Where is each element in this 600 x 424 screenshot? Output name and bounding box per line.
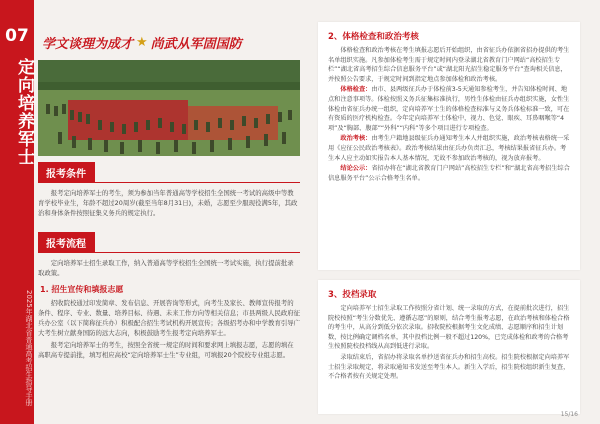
physical-text: 由市、县两级征兵办于体检前3-5天通知参检考生，并告知体检时间、地点和注意事项等。体检按照义务兵征集标准执行，男性生体检由征兵办组织实施，女性生体检由省征兵办统一组织，定向培养军士生的体格检查标准与义务兵体检标准一致，可在有资质的医疗机构检查。今年定向培养军士体检中，视力、色觉、眼疾、耳鼻咽喉等“4项”及“胸部、腹部”“外科”“内科”等多个项目进行专项检查。 — [328, 86, 570, 132]
political-text: 由考生户籍地县级征兵办通知考生本人并组织实施，政治考核表格统一采用《应征公民政治考核表》。政治考核结果由征兵办负责汇总，考核结果报省征兵办。考生本人应主动如实报告本人基本情况，无故不参加政治考核的，视为放弃报考。 — [328, 135, 570, 162]
slogan-banner — [42, 28, 292, 56]
subsection-paragraph-1: 招收院校通过印发简章、发布信息、开展咨询等形式，向考生及家长、教师宣传报考的条件、程序、专业、数量、培养目标、待遇、未来工作方向等相关信息；市县两级人民政府征兵办公室（以下简称征兵办）积极配合招生考试机构开展宣传；各级招考办和中学教育引导广大考生树立献身国防的远大志向，积极鼓励考生报考定向培养军士。 — [38, 299, 301, 337]
cadets-photo-illustration — [38, 60, 300, 156]
physical-label: 体格检查： — [340, 86, 372, 94]
star-icon: ★ — [136, 34, 148, 50]
political-label: 政治考核： — [340, 135, 372, 143]
section-heading: 报考条件 — [38, 162, 95, 183]
card-paragraph-2: 录取结束后，省招办将录取名单抄送省征兵办和招生高校。招生院校根据定向培养军士招生录取规定，将录取通知书发送至考生本人。新生入学后，招生院校组织新生复查，不合格者按有关规定处理。 — [328, 353, 570, 381]
section-process — [38, 232, 300, 360]
card-paragraph-publicity — [328, 164, 570, 183]
chapter-number: 07 — [5, 26, 29, 46]
chapter-title: 定向培养军士 — [14, 58, 34, 166]
card-paragraph-1: 体格检查和政治考核在考生填报志愿后开始组织，由省征兵办依据省招办提供的考生名单组织实施。凡参加体检考生需于规定时间内登录湖北省教育门户网站“高校招生专栏”“湖北省高考招生综合信息服务平台”或“湖北阳光招生稳定服务平台”查询相关信息，并按照公告要求，于规定时间到指定地点参加体检和政治考核。 — [328, 47, 570, 83]
publicity-text: 省招办将在“湖北省教育门户网站”高校招生专栏”和“湖北省高考招生综合信息服务平台”公示合格考生名单。 — [328, 165, 570, 182]
section-text: 定向培养军士招生录取工作，纳入普通高等学校招生全国统一考试实施，执行提前批录取政策。 — [38, 259, 294, 277]
cadets-photo — [38, 60, 300, 156]
card-title: 3、投档录取 — [328, 290, 377, 300]
card-paragraph-1: 定向培养军士招生录取工作按照分省计划、统一录取的方式，在提前批次进行，招生院校按照“考生分数优先、遵循志愿”的原则，结合考生报考志愿，在政治考核和体检合格的考生中，从高分到低分依次录取。招收院校根据考生文化成绩、志愿顺序和招生计划数，按比例确定调档名单，其中投档比例一般不超过120%，已完成体检和政考的合格考生按照院校投档线从高到低进行录取。 — [328, 305, 570, 351]
section-eligibility — [38, 162, 300, 218]
subsection-heading: 1. 招生宣传和填报志愿 — [40, 285, 124, 294]
guide-title: 2025年湖北省普通高考招生指导手册 — [25, 290, 33, 406]
card-title: 2、体格检查和政治考核 — [328, 32, 419, 42]
section-heading: 报考流程 — [38, 232, 95, 253]
slogan-part2: 尚武从军固国防 — [150, 36, 242, 52]
section-text: 报考定向培养军士的考生，须为参加当年普通高等学校招生全国统一考试的高级中等教育学校毕业生，年龄不超过20周岁(截至当年8月31日)，未婚，志愿至少服现役满5年，其政治和身体条件按照征集义务兵的规定执行。 — [38, 189, 298, 217]
slogan-part1: 学文谈理为成才 — [42, 36, 134, 52]
chapter-spine — [0, 0, 34, 424]
publicity-label: 结论公示： — [340, 165, 372, 173]
card-paragraph-physical — [328, 85, 570, 133]
card-paragraph-political — [328, 134, 570, 163]
subsection-paragraph-2: 报考定向培养军士的考生，按照全省统一规定的时间和要求网上填报志愿，志愿的填在高职高专提前批，填写相应高校“定向培养军士生”专业组，可填报20个院校专业组志愿。 — [38, 341, 294, 359]
page-number: 15/16 — [560, 411, 578, 418]
card-admission — [318, 280, 580, 414]
card-physical-political — [318, 22, 580, 270]
